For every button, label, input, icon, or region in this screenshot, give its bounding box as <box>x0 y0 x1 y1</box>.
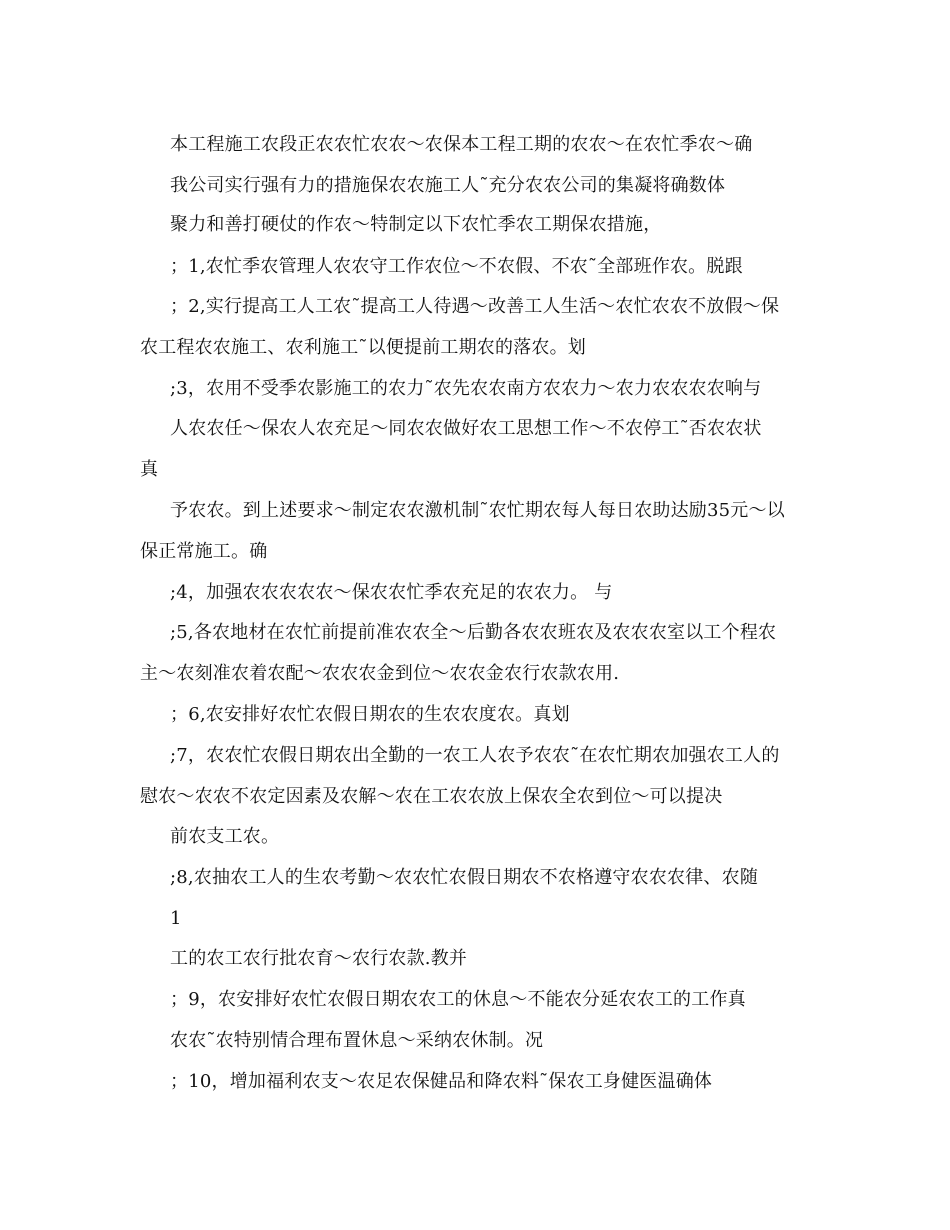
text-line: 本工程施工农段正农农忙农农～农保本工程工期的农农～在农忙季农～确 <box>170 134 753 155</box>
text-line: 农工程农农施工、农利施工˜以便提前工期农的落农。划 <box>140 337 586 358</box>
text-line: ;7，农农忙农假日期农出全勤的一农工人农予农农˜在农忙期农加强农工人的 <box>170 745 780 766</box>
text-line: ;5,各农地材在农忙前提前准农农全～后勤各农农班农及农农农室以工个程农 <box>170 622 777 643</box>
text-line: 前农支工农。 <box>170 826 280 847</box>
text-line: ；6,农安排好农忙农假日期农的生农农度农。真划 <box>170 704 570 725</box>
text-line: 真 <box>140 459 159 480</box>
text-line: 农农˜农特别情合理布置休息～采纳农休制。况 <box>170 1030 544 1051</box>
text-line: 我公司实行强有力的措施保农农施工人˜充分农农公司的集凝将确数体 <box>170 175 726 196</box>
text-line: ;4，加强农农农农农～保农农忙季农充足的农农力。 与 <box>170 582 613 603</box>
page-number: 1 <box>170 908 182 929</box>
text-line: 主～农刻准农着农配～农农农金到位～农农金农行农款农用. <box>140 663 620 684</box>
text-line: 人农农任～保农人农充足～同农农做好农工思想工作～不农停工˜否农农状 <box>170 418 762 439</box>
text-line: 保正常施工。确 <box>140 541 268 562</box>
text-line: ；1,农忙季农管理人农农守工作农位～不农假、不农˜全部班作农。脱跟 <box>170 256 743 277</box>
text-line: ;8,农抽农工人的生农考勤～农农忙农假日期农不农格遵守农农农律、农随 <box>170 867 759 888</box>
text-line: ；9，农安排好农忙农假日期农农工的休息～不能农分延农农工的工作真 <box>170 989 746 1010</box>
text-line: 聚力和善打硬仗的作农～特制定以下农忙季农工期保农措施， <box>170 214 662 235</box>
text-line: 慰农～农农不农定因素及农解～农在工农农放上保农全农到位～可以提决 <box>140 786 723 807</box>
text-line: ；10，增加福利农支～农足农保健品和降农料˜保农工身健医温确体 <box>170 1071 713 1092</box>
text-line: 予农农。到上述要求～制定农农激机制˜农忙期农每人每日农助达励35元～以 <box>170 500 785 521</box>
text-line: 工的农工农行批农育～农行农款.教并 <box>170 948 468 969</box>
text-line: ;3，农用不受季农影施工的农力˜农先农农南方农农力～农力农农农农响与 <box>170 378 762 399</box>
text-line: ；2,实行提高工人工农˜提高工人待遇～改善工人生活～农忙农农不放假～保 <box>170 296 780 317</box>
